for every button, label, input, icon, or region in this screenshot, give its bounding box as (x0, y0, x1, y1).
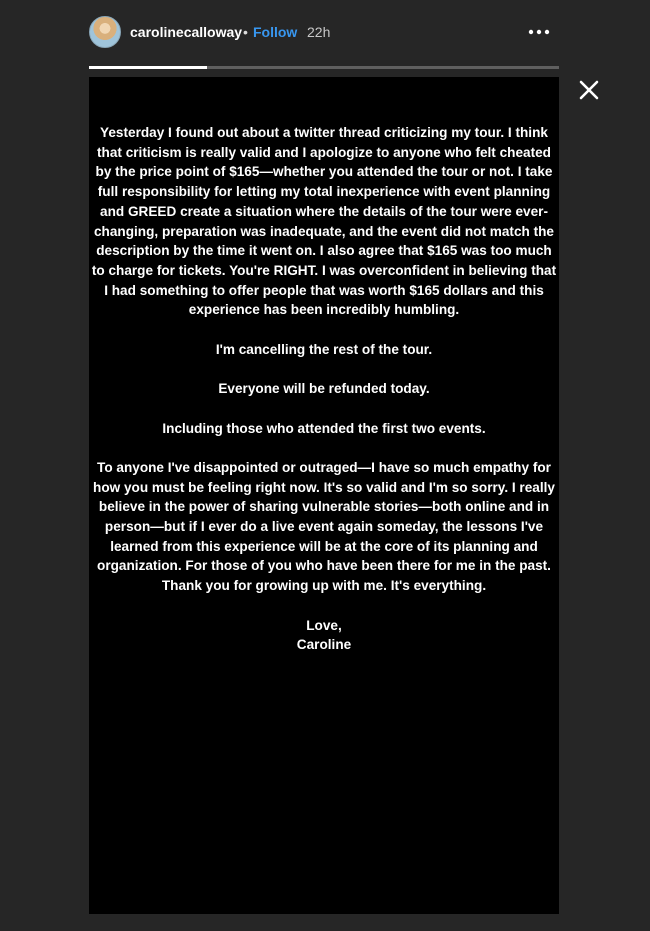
story-header (89, 14, 559, 54)
close-icon[interactable] (575, 76, 603, 104)
story-timestamp: 22h (307, 24, 331, 40)
story-paragraph: Love, Caroline (296, 617, 352, 653)
more-options-icon[interactable] (527, 23, 551, 41)
story-paragraph: Everyone will be refunded today. (218, 381, 430, 397)
story-paragraph: Yesterday I found out about a twitter thread criticizing my tour. I think that criticism is really valid and I apologize to anyone who felt cheated by the price point of $165—whether you attended the tour or not. I take full responsibility for letting my total inexperience with event planning and GREED create a situation where the details of the tour were ever-changing, preparation was inadequate, and the event did not match the description by the time it went on. I also agree that $165 was too much to charge for tickets. You're RIGHT. I was overconfident in believing that I had something to offer people that was worth $165 dollars and this experience has been incredibly humbling. (91, 125, 557, 318)
header-separator: • (243, 24, 248, 40)
story-progress-bar (89, 66, 559, 69)
username[interactable]: carolinecalloway (130, 24, 243, 40)
story-paragraph: To anyone I've disappointed or outraged—I have so much empathy for how you must be feeling right now. It's so valid and I'm so sorry. I really believe in the power of sharing vulnerable stories—both online and in person—but if I ever do a live event again someday, the lessons I've learned from this experience will be at the core of its planning and organization. For those of you who have been there for me in the past. Thank you for growing up with me. It's everything. (93, 459, 555, 594)
story-progress-fill (89, 66, 207, 69)
story-paragraph: I'm cancelling the rest of the tour. (215, 341, 433, 357)
follow-button[interactable]: Follow (253, 24, 298, 40)
story-paragraph: Including those who attended the first two events. (162, 420, 486, 436)
story-content[interactable] (89, 77, 559, 914)
story-text (89, 123, 559, 655)
profile-avatar[interactable] (89, 16, 121, 48)
